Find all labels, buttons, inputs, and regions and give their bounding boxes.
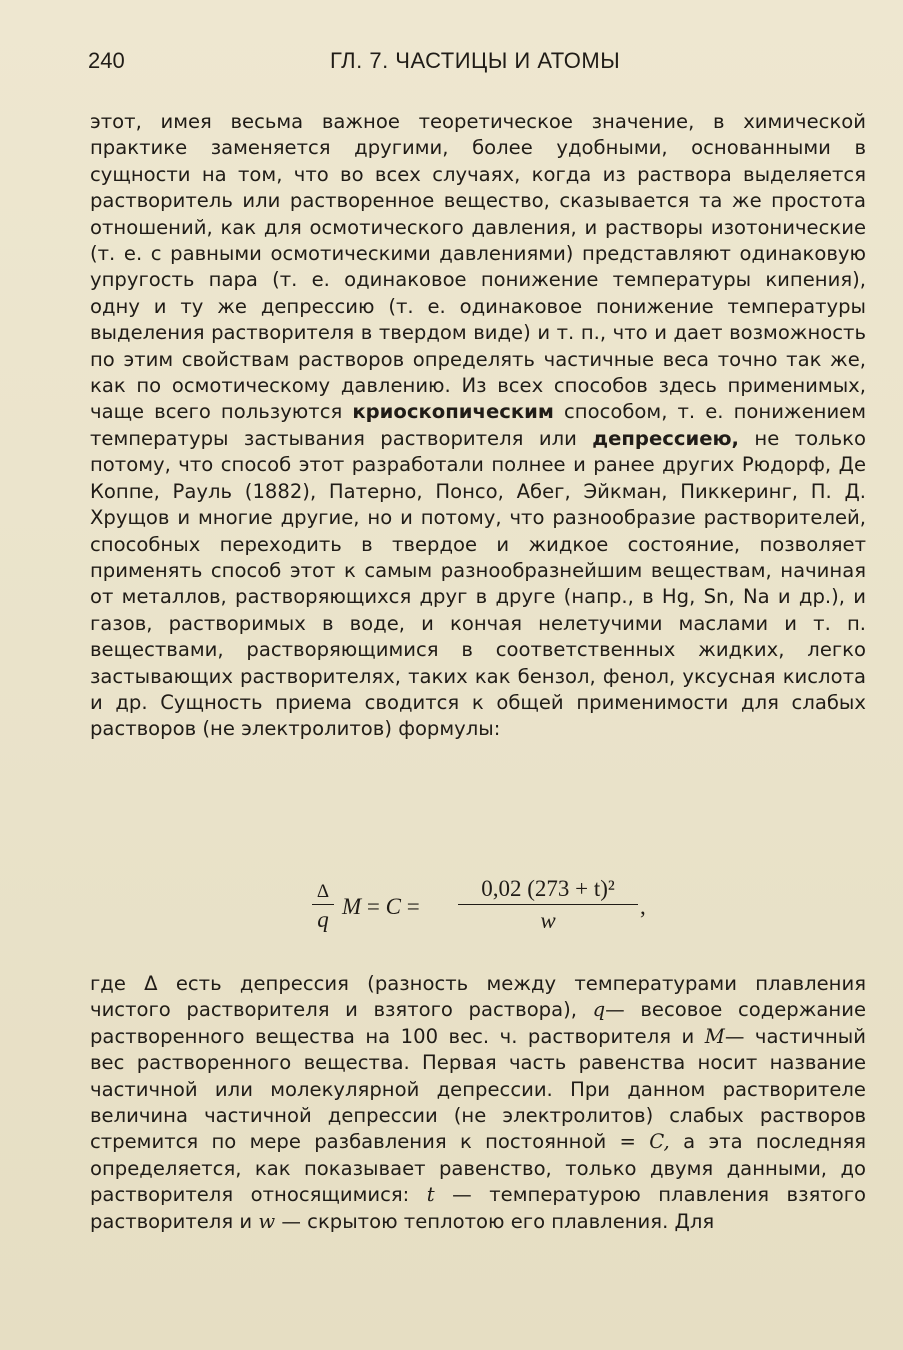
bold-term-cryoscopic: криоскопическим [352,400,554,424]
text-run: способом, т. е. понижением температуры застывания растворителя или [90,400,867,450]
paragraph-explanation [90,971,866,1235]
formula-denominator: w [540,908,556,933]
formula-M: M [342,894,362,919]
formula-equals: = [401,894,420,919]
symbol-C: C, [649,1130,670,1154]
symbol-q: q [592,998,606,1022]
text-run: этот, имея весьма важное теоретическое значение, в химической практике заменяется другими, более удобными, основанными в сущности на том, что во всех случаях, когда из раствора выделяется растворитель или растворенное вещество, сказывается та же простота отношений, как для осмотического давления, и растворы изотонические (т. е. с равными осмотическими давлениями) представляют одинаковую упругость пара (т. е. одинаковое понижение температуры кипения), одну и ту же депрессию (т. е. одинаковое понижение температуры выделения растворителя в твердом виде) и т. п., что и дает возможность по этим свойствам растворов определять частичные веса точно так же, как по осмотическому давлению. Из всех способов здесь применимых, чаще всего пользуются [90,110,866,424]
fraction-bar [312,904,334,905]
text-run: — весовое содержание растворенного вещества на 100 вес. ч. растворителя и [90,998,867,1048]
formula-C: C [385,894,401,919]
text-run: а эта последняя определяется, как показывает равенство, только двумя данными, до растворителя относящимися: [90,1130,867,1207]
page-number: 240 [88,48,125,73]
formula-middle [342,894,420,920]
text-run: — температурою плавления взятого растворителя и [90,1183,866,1233]
symbol-t: t [426,1183,435,1207]
formula-delta: Δ [316,881,330,902]
text-run: — частичный вес растворенного вещества. Первая часть равенства носит название частичной или молекулярной депрессии. При данном растворителе величина частичной депрессии (не электролитов) слабых растворов стремится по мере разбавления к постоянной = [90,1024,866,1154]
text-run: — скрытою теплотою его плавления. Для [281,1209,715,1233]
formula-comma: , [640,894,646,919]
paragraph-main [90,109,866,743]
formula-equals: = [361,894,386,919]
formula-main-fraction [458,876,638,935]
running-title: ГЛ. 7. ЧАСТИЦЫ И АТОМЫ [330,48,621,73]
text-run: где Δ есть депрессия (разность между температурами плавления чистого растворителя и взятого раствора), [90,972,866,1022]
page-header [88,48,868,80]
bold-term-depression: депрессиею, [592,426,739,450]
formula-delta-over-q [308,882,338,933]
formula [308,874,688,944]
formula-numerator: 0,02 (273 + t)² [481,876,615,901]
fraction-bar [458,904,638,905]
formula-q: q [317,907,329,932]
symbol-w: w [258,1209,276,1233]
symbol-M: M [704,1024,725,1048]
text-run: не только потому, что способ этот разработали полнее и ранее других Рюдорф, Де Коппе, Рауль (1882), Патерно, Понсо, Абег, Эйкман, Пиккеринг, П. Д. Хрущов и многие другие, но и потому, что разнообразие растворителей, способных переходить в твердое и жидкое состояние, позволяет применять способ этот к самым разнообразнейшим веществам, начиная от металлов, растворяющихся друг в друге (напр., в Hg, Sn, Na и др.), и газов, растворимых в воде, и кончая нелетучими маслами и т. п. веществами, растворяющимися в соответственных жидких, легко застывающих растворителях, таких как бензол, фенол, уксусная кислота и др. Сущность приема сводится к общей применимости для слабых растворов (не электролитов) формулы: [90,426,867,741]
